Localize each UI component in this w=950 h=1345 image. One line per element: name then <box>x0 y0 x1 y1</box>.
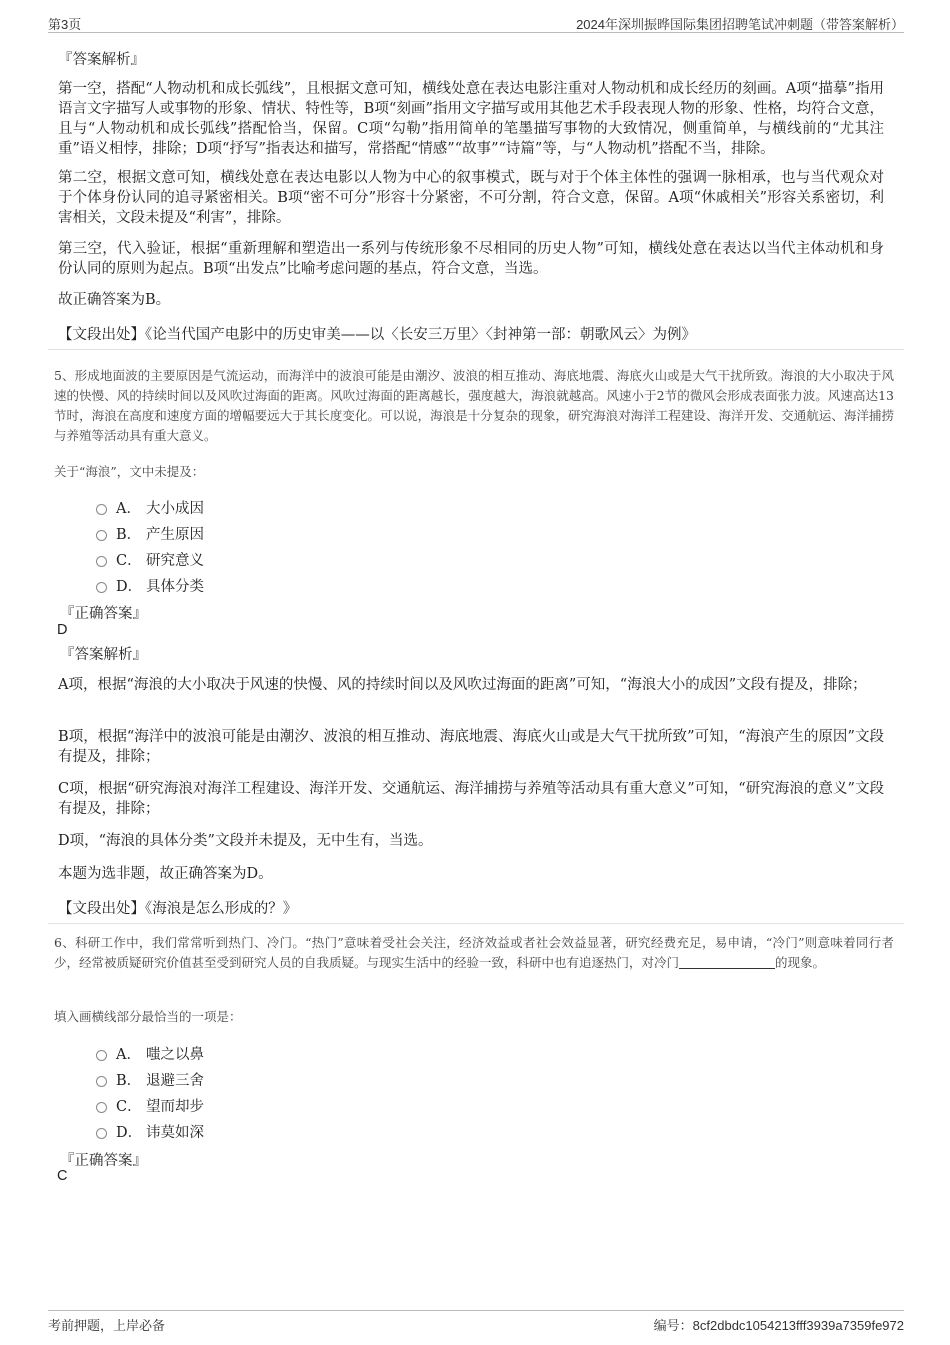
radio-icon[interactable] <box>96 582 107 593</box>
divider <box>48 349 904 350</box>
q5-correct-answer: D <box>57 622 68 638</box>
q4-analysis-paragraph-3: 第三空，代入验证，根据“重新理解和塑造出一系列与传统形象不尽相同的历史人物”可知，横线处意在表达以当代主体动机和身份认同的原则为起点。B项“出发点”比喻考虑问题的基点，符合文意，当选。 <box>58 241 884 277</box>
option-letter: C． <box>116 553 142 569</box>
divider <box>48 923 904 924</box>
q5-analysis-c: C项，根据“研究海浪对海洋工程建设、海洋开发、交通航运、海洋捕捞与养殖等活动具有重大意义”可知，“研究海浪的意义”文段有提及，排除； <box>58 781 884 817</box>
q4-conclusion: 故正确答案为B。 <box>58 292 171 308</box>
option-letter: D． <box>116 579 143 595</box>
option-text: 产生原因 <box>146 527 204 543</box>
radio-icon[interactable] <box>96 556 107 567</box>
q5-analysis-b: B项，根据“海洋中的波浪可能是由潮汐、波浪的相互推动、海底地震、海底火山或是大气干扰所致”可知，“海浪产生的原因”文段有提及，排除； <box>58 729 884 765</box>
q6-option-a[interactable] <box>96 1043 204 1064</box>
option-letter: A． <box>116 501 141 517</box>
document-code: 编号：8cf2dbdc1054213fff3939a7359fe972 <box>653 1318 904 1333</box>
option-text: 研究意义 <box>146 553 204 569</box>
q6-correct-label: 『正确答案』 <box>60 1153 147 1169</box>
radio-icon[interactable] <box>96 530 107 541</box>
option-text: 嗤之以鼻 <box>146 1047 204 1063</box>
q5-conclusion: 本题为选非题，故正确答案为D。 <box>58 866 273 882</box>
option-text: 讳莫如深 <box>146 1125 204 1141</box>
q6-correct-answer: C <box>57 1168 68 1184</box>
radio-icon[interactable] <box>96 1128 107 1139</box>
page-header <box>48 10 904 33</box>
q5-option-b[interactable] <box>96 523 204 544</box>
radio-icon[interactable] <box>96 504 107 515</box>
q5-analysis-d: D项，“海浪的具体分类”文段并未提及，无中生有，当选。 <box>58 833 433 849</box>
document-title: 2024年深圳振晔国际集团招聘笔试冲刺题（带答案解析） <box>576 17 904 32</box>
radio-icon[interactable] <box>96 1076 107 1087</box>
q5-correct-label: 『正确答案』 <box>60 606 147 622</box>
q5-analysis-label: 『答案解析』 <box>60 647 147 663</box>
q6-option-b[interactable] <box>96 1069 204 1090</box>
q5-option-a[interactable] <box>96 497 204 518</box>
q6-prompt: 填入画横线部分最恰当的一项是： <box>54 1009 242 1024</box>
option-letter: B． <box>116 527 142 543</box>
option-text: 具体分类 <box>146 579 204 595</box>
fill-blank <box>679 954 775 969</box>
q4-analysis-paragraph-2: 第二空，根据文意可知，横线处意在表达电影以人物为中心的叙事模式，既与对于个体主体性的强调一脉相承，也与当代观众对于个体身份认同的追寻紧密相关。B项“密不可分”形容十分紧密，不可分割，符合文意，保留。A项“休戚相关”形容关系密切，利害相关，文段未提及“利害”，排除。 <box>58 170 884 226</box>
option-letter: B． <box>116 1073 142 1089</box>
q6-option-c[interactable] <box>96 1095 204 1116</box>
q5-stem: 5、形成地面波的主要原因是气流运动，而海洋中的波浪可能是由潮汐、波浪的相互推动、海底地震、海底火山或是大气干扰所致。海浪的大小取决于风速的快慢、风的持续时间以及风吹过海面的距离。风吹过海面的距离越长，强度越大，海浪就越高。风速小于2节的微风会形成表面张力波。风速高达13节时，海浪在高度和速度方面的增幅要远大于其长度变化。可以说，海浪是十分复杂的现象，研究海浪对海洋工程建设、海洋开发、交通航运、海洋捕捞与养殖等活动具有重大意义。 <box>54 368 894 443</box>
page-footer <box>48 1310 904 1335</box>
option-text: 大小成因 <box>146 501 204 517</box>
option-text: 望而却步 <box>146 1099 204 1115</box>
option-letter: D． <box>116 1125 143 1141</box>
q6-option-d[interactable] <box>96 1121 204 1142</box>
footer-slogan: 考前押题，上岸必备 <box>48 1318 166 1333</box>
q6-stem-ending: 的现象。 <box>775 955 826 970</box>
q5-prompt: 关于“海浪”，文中未提及： <box>54 464 205 479</box>
option-letter: A． <box>116 1047 141 1063</box>
q5-analysis-a: A项，根据“海浪的大小取决于风速的快慢、风的持续时间以及风吹过海面的距离”可知，“海浪大小的成因”文段有提及，排除； <box>58 677 867 693</box>
radio-icon[interactable] <box>96 1050 107 1061</box>
q5-source: 【文段出处】《海浪是怎么形成的？》 <box>58 901 298 917</box>
q6-stem <box>54 933 894 973</box>
option-letter: C． <box>116 1099 142 1115</box>
q5-option-c[interactable] <box>96 549 204 570</box>
q4-analysis-label: 『答案解析』 <box>58 52 145 68</box>
option-text: 退避三舍 <box>146 1073 204 1089</box>
q6-stem-text: 6、科研工作中，我们常常听到热门、冷门。“热门”意味着受社会关注，经济效益或者社会效益显著，研究经费充足，易申请，“冷门”则意味着同行者少，经常被质疑研究价值甚至受到研究人员的自我质疑。与现实生活中的经验一致，科研中也有追逐热门，对冷门 <box>54 935 894 970</box>
page-number: 第3页 <box>48 17 82 32</box>
q5-option-d[interactable] <box>96 575 204 596</box>
q4-analysis-paragraph-1: 第一空，搭配“人物动机和成长弧线”，且根据文意可知，横线处意在表达电影注重对人物动机和成长经历的刻画。A项“描摹”指用语言文字描写人或事物的形象、情状、特性等，B项“刻画”指用文字描写或用其他艺术手段表现人物的形象、性格，均符合文意，且与“人物动机和成长弧线”搭配恰当，保留。C项“勾勒”指用简单的笔墨描写事物的大致情况，侧重简单，与横线前的“尤其注重”语义相悖，排除；D项“抒写”指表达和描写，常搭配“情感”“故事”“诗篇”等，与“人物动机”搭配不当，排除。 <box>58 81 884 157</box>
radio-icon[interactable] <box>96 1102 107 1113</box>
q4-source: 【文段出处】《论当代国产电影中的历史审美——以〈长安三万里〉〈封神第一部：朝歌风云〉为例》 <box>58 327 696 343</box>
